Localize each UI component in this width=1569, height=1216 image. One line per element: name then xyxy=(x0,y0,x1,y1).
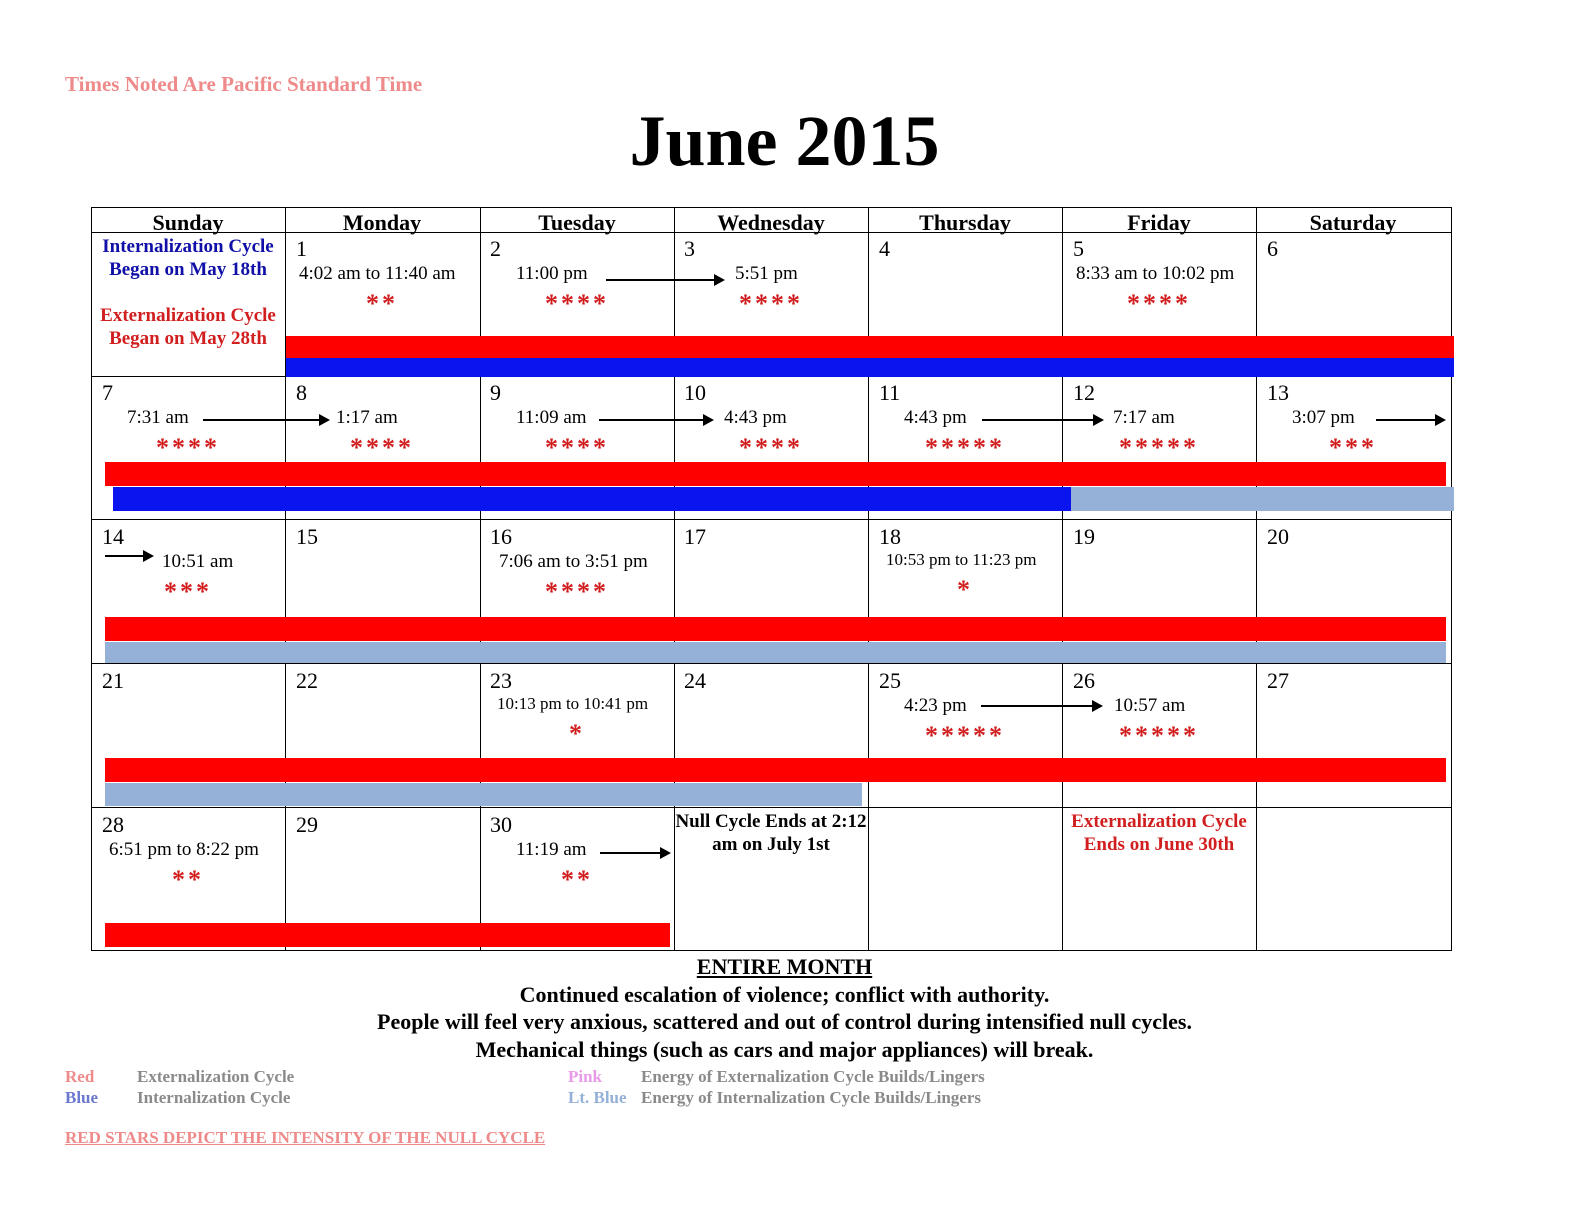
date-number: 1 xyxy=(296,236,307,261)
externalization-bar xyxy=(105,462,1446,486)
legend-key-red: Red xyxy=(65,1067,95,1086)
date-number: 2 xyxy=(490,236,501,261)
intensity-stars: **** xyxy=(1127,289,1191,318)
event-time: 7:17 am xyxy=(1113,407,1175,428)
date-number: 5 xyxy=(1073,236,1084,261)
date-number: 3 xyxy=(684,236,695,261)
event-time: 11:09 am xyxy=(516,407,587,428)
date-number: 10 xyxy=(684,380,706,405)
date-number: 26 xyxy=(1073,668,1095,693)
intensity-stars: ** xyxy=(172,865,204,894)
legend-desc: Internalization Cycle xyxy=(137,1088,291,1107)
intensity-stars: ***** xyxy=(925,433,1005,462)
date-number: 13 xyxy=(1267,380,1289,405)
grid-line xyxy=(1451,207,1452,951)
intensity-stars: **** xyxy=(545,577,609,606)
date-number: 21 xyxy=(102,668,124,693)
arrow-icon xyxy=(982,419,1102,421)
day-header-tuesday: Tuesday xyxy=(538,210,616,235)
date-number: 12 xyxy=(1073,380,1095,405)
arrow-icon xyxy=(203,419,328,421)
intensity-stars: *** xyxy=(1329,433,1377,462)
grid-line xyxy=(1256,207,1257,951)
event-time: 8:33 am to 10:02 pm xyxy=(1076,263,1235,284)
grid-line xyxy=(91,519,1452,520)
event-time: 10:51 am xyxy=(162,551,234,572)
intensity-stars: ** xyxy=(561,865,593,894)
event-time: 7:06 am to 3:51 pm xyxy=(499,551,648,572)
date-number: 14 xyxy=(102,524,124,549)
internalization-lingers-bar xyxy=(105,783,862,806)
legend-desc: Energy of Externalization Cycle Builds/Lingers xyxy=(641,1067,985,1086)
internalization-lingers-bar xyxy=(105,642,1446,663)
date-number: 9 xyxy=(490,380,501,405)
date-number: 15 xyxy=(296,524,318,549)
intensity-stars: ** xyxy=(366,289,398,318)
summary-line: Mechanical things (such as cars and major appliances) will break. xyxy=(475,1037,1094,1062)
date-number: 22 xyxy=(296,668,318,693)
timezone-note: Times Noted Are Pacific Standard Time xyxy=(65,72,423,96)
summary-line: People will feel very anxious, scattered and out of control during intensified null cycles. xyxy=(377,1009,1192,1034)
event-time: 11:00 pm xyxy=(516,263,588,284)
arrow-icon xyxy=(606,279,723,281)
event-time: 4:43 pm xyxy=(724,407,787,428)
day-header-monday: Monday xyxy=(342,210,422,235)
internalization-bar xyxy=(286,358,1454,377)
event-time: 10:13 pm to 10:41 pm xyxy=(497,694,649,713)
event-time: 3:07 pm xyxy=(1292,407,1355,428)
arrow-icon xyxy=(981,705,1101,707)
event-time: 10:53 pm to 11:23 pm xyxy=(886,550,1037,569)
date-number: 11 xyxy=(879,380,901,405)
date-number: 23 xyxy=(490,668,512,693)
grid-line xyxy=(91,807,1452,808)
event-time: 5:51 pm xyxy=(735,263,798,284)
day-header-friday: Friday xyxy=(1127,210,1191,235)
event-time: 4:23 pm xyxy=(904,695,967,716)
event-time: 6:51 pm to 8:22 pm xyxy=(109,839,259,860)
intensity-stars: * xyxy=(569,719,585,748)
date-number: 24 xyxy=(684,668,706,693)
date-number: 7 xyxy=(102,380,113,405)
event-time: 11:19 am xyxy=(516,839,587,860)
arrow-icon xyxy=(600,852,669,854)
internalization-lingers-bar xyxy=(1071,487,1454,511)
intensity-stars: ***** xyxy=(1119,721,1199,750)
date-number: 29 xyxy=(296,812,318,837)
date-number: 17 xyxy=(684,524,706,549)
day-header-saturday: Saturday xyxy=(1309,210,1397,235)
legend-key-blue: Blue xyxy=(65,1088,99,1107)
externalization-began-note: Externalization Cycle Began on May 28th xyxy=(100,305,276,349)
arrow-icon xyxy=(1376,419,1444,421)
intensity-stars: *** xyxy=(164,577,212,606)
internalization-began-note: Internalization Cycle Began on May 18th xyxy=(102,236,274,280)
legend-key-lt-blue: Lt. Blue xyxy=(568,1088,627,1107)
grid-line xyxy=(91,207,1452,208)
date-number: 20 xyxy=(1267,524,1289,549)
legend-desc: Energy of Internalization Cycle Builds/Lingers xyxy=(641,1088,981,1107)
intensity-stars: **** xyxy=(545,289,609,318)
grid-line xyxy=(480,207,481,951)
intensity-stars: **** xyxy=(739,433,803,462)
grid-line xyxy=(91,376,286,377)
stars-footnote: RED STARS DEPICT THE INTENSITY OF THE NULL CYCLE xyxy=(65,1128,546,1147)
grid-line xyxy=(91,950,1452,951)
null-cycle-ends-note: Null Cycle Ends at 2:12 am on July 1st xyxy=(675,811,867,855)
intensity-stars: **** xyxy=(545,433,609,462)
date-number: 19 xyxy=(1073,524,1095,549)
event-time: 1:17 am xyxy=(336,407,398,428)
date-number: 6 xyxy=(1267,236,1278,261)
arrow-icon xyxy=(599,419,712,421)
legend-desc: Externalization Cycle xyxy=(137,1067,295,1086)
page-title: June 2015 xyxy=(629,101,940,181)
arrow-icon xyxy=(105,555,152,557)
intensity-stars: **** xyxy=(350,433,414,462)
summary-heading: ENTIRE MONTH xyxy=(696,954,873,979)
event-time: 10:57 am xyxy=(1114,695,1186,716)
day-header-thursday: Thursday xyxy=(919,210,1011,235)
externalization-bar xyxy=(105,617,1446,641)
date-number: 18 xyxy=(879,524,901,549)
date-number: 27 xyxy=(1267,668,1289,693)
date-number: 8 xyxy=(296,380,307,405)
date-number: 25 xyxy=(879,668,901,693)
externalization-bar xyxy=(105,923,670,947)
event-time: 4:02 am to 11:40 am xyxy=(299,263,456,284)
grid-line xyxy=(285,207,286,951)
intensity-stars: **** xyxy=(739,289,803,318)
externalization-bar xyxy=(286,336,1454,358)
intensity-stars: ***** xyxy=(925,721,1005,750)
legend-key-pink: Pink xyxy=(568,1067,603,1086)
externalization-ends-note: Externalization Cycle Ends on June 30th xyxy=(1071,811,1247,855)
day-header-wednesday: Wednesday xyxy=(717,210,825,235)
date-number: 4 xyxy=(879,236,890,261)
summary-line: Continued escalation of violence; conflict with authority. xyxy=(519,982,1050,1007)
intensity-stars: ***** xyxy=(1119,433,1199,462)
grid-line xyxy=(91,663,1452,664)
event-time: 7:31 am xyxy=(127,407,189,428)
date-number: 30 xyxy=(490,812,512,837)
event-time: 4:43 pm xyxy=(904,407,967,428)
date-number: 16 xyxy=(490,524,512,549)
externalization-bar xyxy=(105,758,1446,782)
intensity-stars: * xyxy=(957,575,973,604)
intensity-stars: **** xyxy=(156,433,220,462)
day-header-sunday: Sunday xyxy=(152,210,224,235)
internalization-bar xyxy=(113,487,1071,511)
date-number: 28 xyxy=(102,812,124,837)
